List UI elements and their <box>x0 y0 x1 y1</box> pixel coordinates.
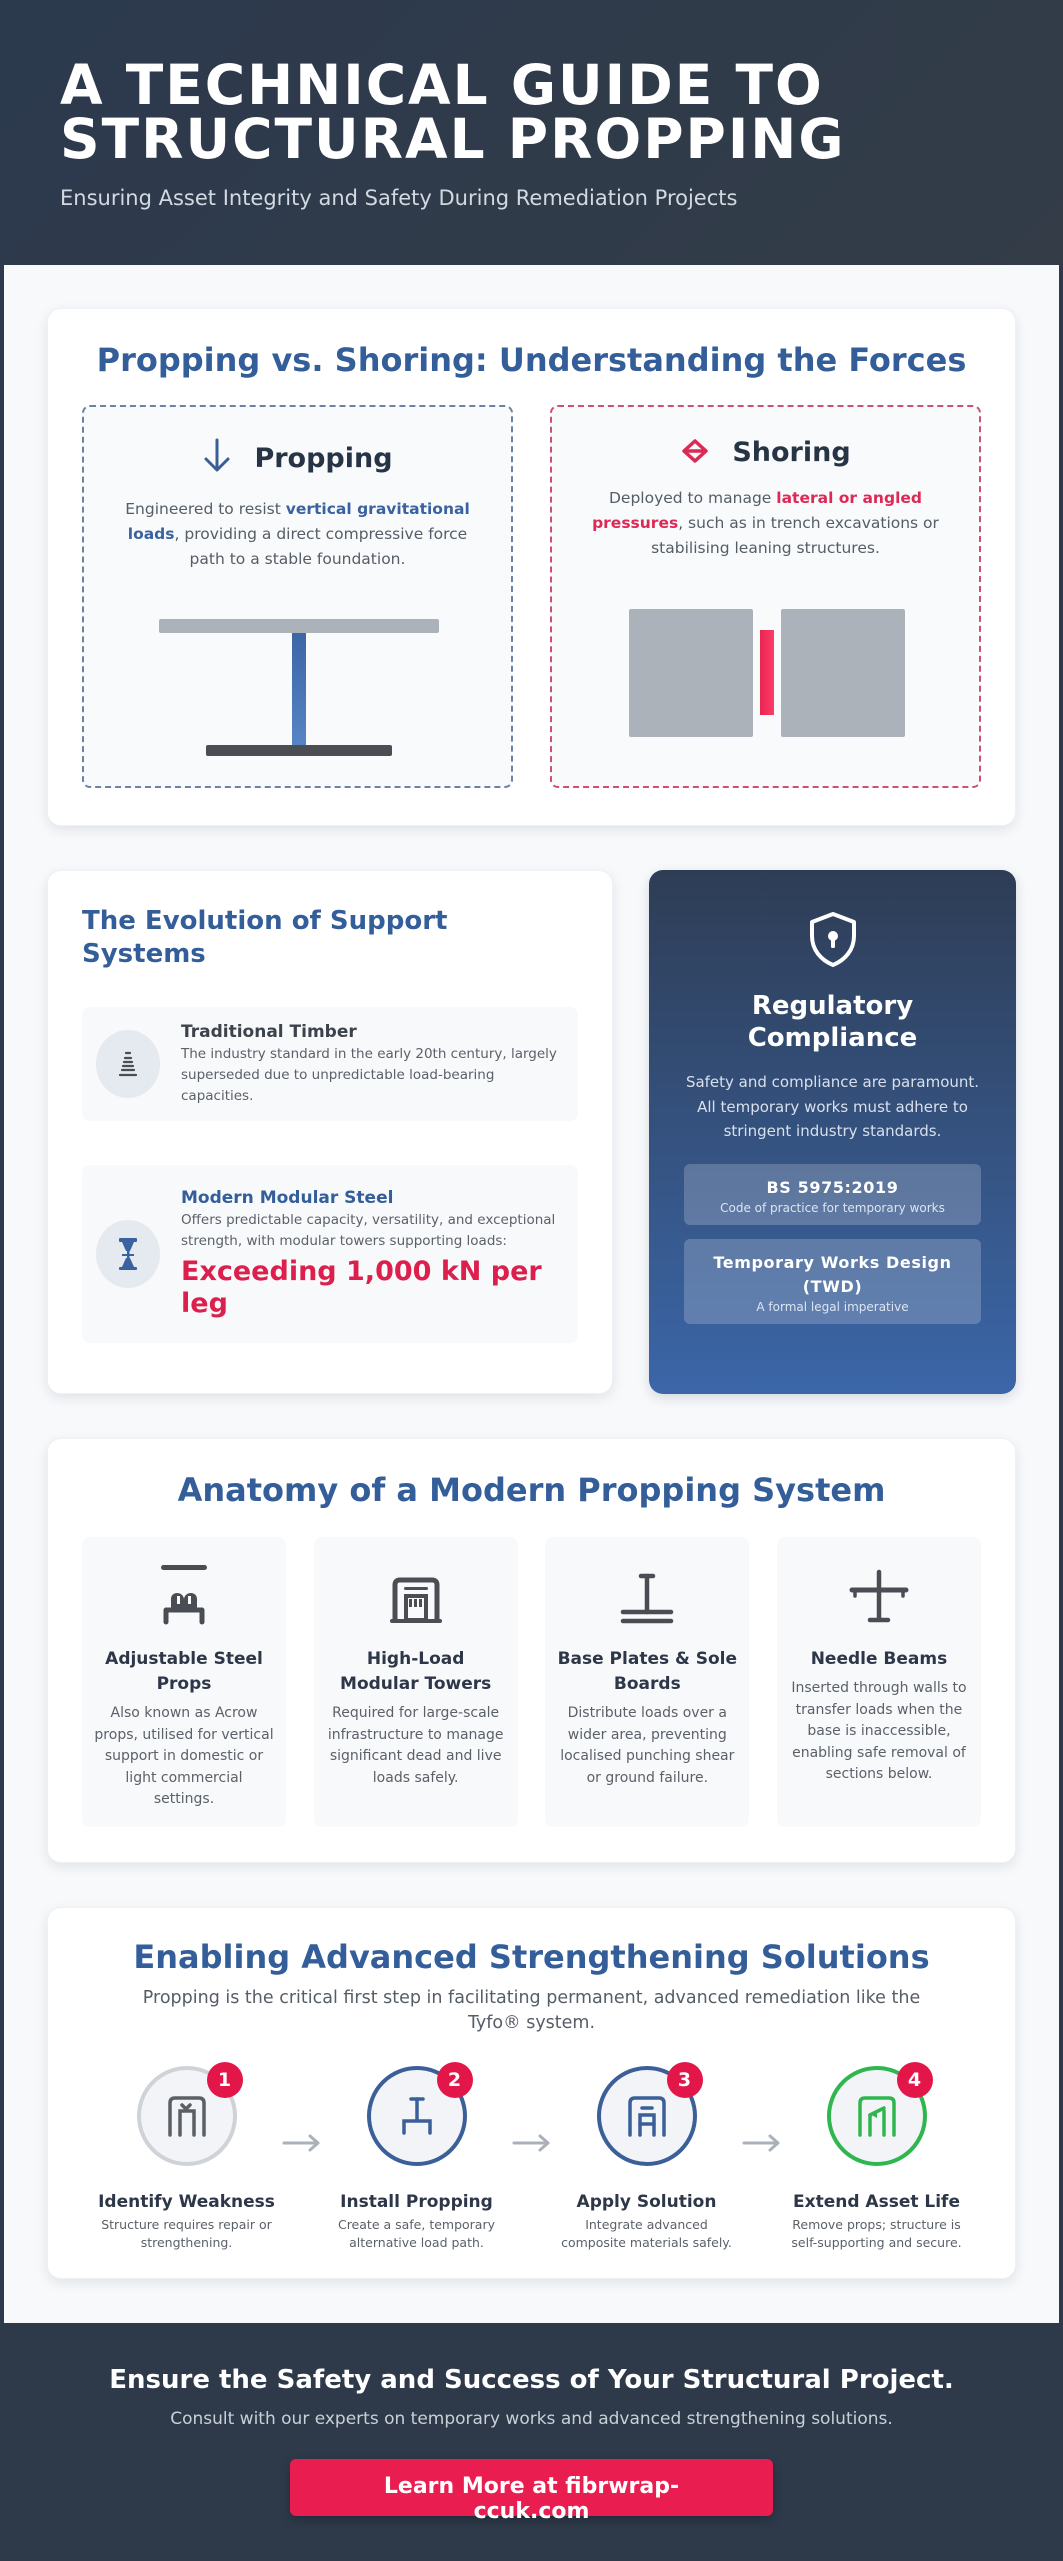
foundation-base <box>206 745 392 756</box>
wall-block-right <box>781 609 905 737</box>
evolution-item-timber <box>82 1007 578 1121</box>
anatomy-item-desc: Required for large-scale infrastructure to manage significant dead and live loads safely. <box>327 1705 504 1786</box>
wall-block-left <box>629 609 753 737</box>
anatomy-item-needle-beams <box>777 1537 981 1827</box>
anatomy-item-base-plates <box>545 1537 749 1827</box>
arrow-right-icon <box>737 2134 787 2152</box>
standard-title: BS 5975:2019 <box>766 1177 899 1197</box>
step-desc: Remove props; structure is self-supporting and secure. <box>791 2217 962 2250</box>
shoring-description <box>582 486 949 561</box>
steel-title: Modern Modular Steel <box>181 1188 394 1208</box>
evolution-title: The Evolution of Support Systems <box>82 906 448 969</box>
evolution-regulatory-row <box>47 870 1016 1394</box>
steel-description: Offers predictable capacity, versatility, and exceptional strength, with modular towers supporting loads: <box>181 1212 556 1249</box>
shoring-heading <box>582 437 949 468</box>
evolution-section <box>47 870 613 1394</box>
page-subtitle: Ensuring Asset Integrity and Safety During Remediation Projects <box>60 186 738 210</box>
step-number-badge: 3 <box>667 2062 703 2098</box>
secure-arch-icon <box>856 2095 898 2137</box>
learn-more-button[interactable]: Learn More at fibrwrap-ccuk.com <box>290 2459 773 2516</box>
horizontal-arrows-icon <box>680 438 710 468</box>
arrow-right-icon <box>507 2134 557 2152</box>
step-number-badge: 2 <box>437 2062 473 2098</box>
forces-comparison <box>82 405 981 788</box>
anatomy-grid <box>82 1537 981 1827</box>
standard-subtitle: Code of practice for temporary works <box>720 1200 945 1215</box>
page-header <box>0 0 1063 265</box>
load-slab <box>159 619 439 633</box>
steel-tower-icon <box>96 1220 160 1288</box>
anatomy-item-desc: Inserted through walls to transfer loads when the base is inaccessible, enabling safe removal of sections below. <box>791 1680 967 1782</box>
propping-label: Propping <box>254 442 393 474</box>
enabling-subtitle: Propping is the critical first step in facilitating permanent, advanced remediation like the Tyfo® system. <box>142 1988 921 2033</box>
step-desc: Integrate advanced composite materials safely. <box>561 2217 732 2250</box>
enabling-section <box>47 1907 1016 2279</box>
shoring-label: Shoring <box>732 437 851 468</box>
anatomy-item-desc: Also known as Acrow props, utilised for vertical support in domestic or light commercial settings. <box>94 1705 274 1807</box>
standard-box-bs5975 <box>684 1164 981 1225</box>
enabling-title: Enabling Advanced Strengthening Solutions <box>133 1938 930 1976</box>
propping-desc-text-end: , providing a direct compressive force path to a stable foundation. <box>174 525 468 568</box>
regulatory-description: Safety and compliance are paramount. All temporary works must adhere to stringent industry standards. <box>685 1073 980 1140</box>
regulatory-section <box>649 870 1016 1394</box>
propping-description <box>114 497 481 572</box>
prop-install-icon <box>396 2095 438 2137</box>
shoring-panel <box>550 405 981 788</box>
shield-lock-icon <box>684 910 981 972</box>
footer-title: Ensure the Safety and Success of Your Structural Project. <box>109 2365 954 2395</box>
step-title: Identify Weakness <box>98 2192 275 2212</box>
step-apply-solution <box>557 2066 737 2252</box>
step-extend-asset-life <box>787 2066 967 2252</box>
forces-title: Propping vs. Shoring: Understanding the Forces <box>96 341 967 379</box>
arrow-down-icon <box>202 437 232 479</box>
anatomy-item-title: Base Plates & Sole Boards <box>557 1649 738 1694</box>
steel-capacity-highlight: Exceeding 1,000 kN per leg <box>181 1256 542 1319</box>
page-title-line2: STRUCTURAL PROPPING <box>60 107 846 171</box>
footer-subtitle: Consult with our experts on temporary works and advanced strengthening solutions. <box>170 2409 893 2429</box>
anatomy-item-title: High-Load Modular Towers <box>340 1649 492 1694</box>
forces-section <box>47 308 1016 826</box>
page-footer <box>0 2323 1063 2561</box>
damaged-arch-icon <box>166 2095 208 2137</box>
evolution-item-steel <box>82 1165 578 1343</box>
step-desc: Structure requires repair or strengthening. <box>101 2217 272 2250</box>
propping-desc-highlight: vertical gravitational loads <box>127 500 470 543</box>
step-install-propping <box>327 2066 507 2252</box>
anatomy-item-title: Needle Beams <box>810 1649 948 1669</box>
step-desc: Create a safe, temporary alternative load path. <box>337 2217 496 2250</box>
wrapped-arch-icon <box>626 2095 668 2137</box>
step-title: Install Propping <box>340 2192 493 2212</box>
propping-panel <box>82 405 513 788</box>
step-number-badge: 1 <box>207 2062 243 2098</box>
timber-description: The industry standard in the early 20th century, largely superseded due to unpredictable load-bearing capacities. <box>181 1045 557 1104</box>
propping-illustration <box>159 619 439 759</box>
regulatory-title: Regulatory Compliance <box>747 991 918 1053</box>
anatomy-item-props <box>82 1537 286 1827</box>
shoring-illustration <box>629 609 905 737</box>
timber-stack-icon <box>96 1030 160 1098</box>
page-title-line1: A TECHNICAL GUIDE TO <box>60 53 824 117</box>
anatomy-section <box>47 1438 1016 1863</box>
needle-beam-icon <box>789 1559 969 1625</box>
main-content <box>4 265 1059 2323</box>
page-title <box>60 53 1003 171</box>
propping-desc-text: Engineered to resist <box>125 500 286 518</box>
anatomy-title: Anatomy of a Modern Propping System <box>177 1471 886 1509</box>
timber-title: Traditional Timber <box>181 1021 357 1042</box>
anatomy-item-towers <box>314 1537 518 1827</box>
prop-column <box>292 633 306 745</box>
base-plate-icon <box>557 1559 737 1625</box>
arrow-right-icon <box>277 2134 327 2152</box>
timber-text <box>181 1022 562 1107</box>
standard-subtitle: A formal legal imperative <box>756 1299 909 1314</box>
anatomy-item-title: Adjustable Steel Props <box>105 1649 263 1694</box>
process-steps <box>82 2066 981 2252</box>
anatomy-item-desc: Distribute loads over a wider area, preventing localised punching shear or ground failure. <box>560 1705 735 1786</box>
shoring-desc-text-end: , such as in trench excavations or stabilising leaning structures. <box>651 514 939 557</box>
steel-text <box>181 1188 562 1320</box>
step-title: Extend Asset Life <box>793 2192 960 2212</box>
propping-heading <box>114 437 481 479</box>
step-identify-weakness <box>97 2066 277 2252</box>
modular-tower-icon <box>326 1559 506 1625</box>
standard-title: Temporary Works Design (TWD) <box>713 1252 952 1296</box>
shoring-desc-highlight: lateral or angled pressures <box>592 489 922 532</box>
step-title: Apply Solution <box>576 2192 717 2212</box>
adjustable-prop-icon <box>94 1559 274 1625</box>
shoring-desc-text: Deployed to manage <box>608 489 777 507</box>
step-number-badge: 4 <box>897 2062 933 2098</box>
shoring-strut <box>760 630 774 715</box>
standard-box-twd <box>684 1239 981 1324</box>
